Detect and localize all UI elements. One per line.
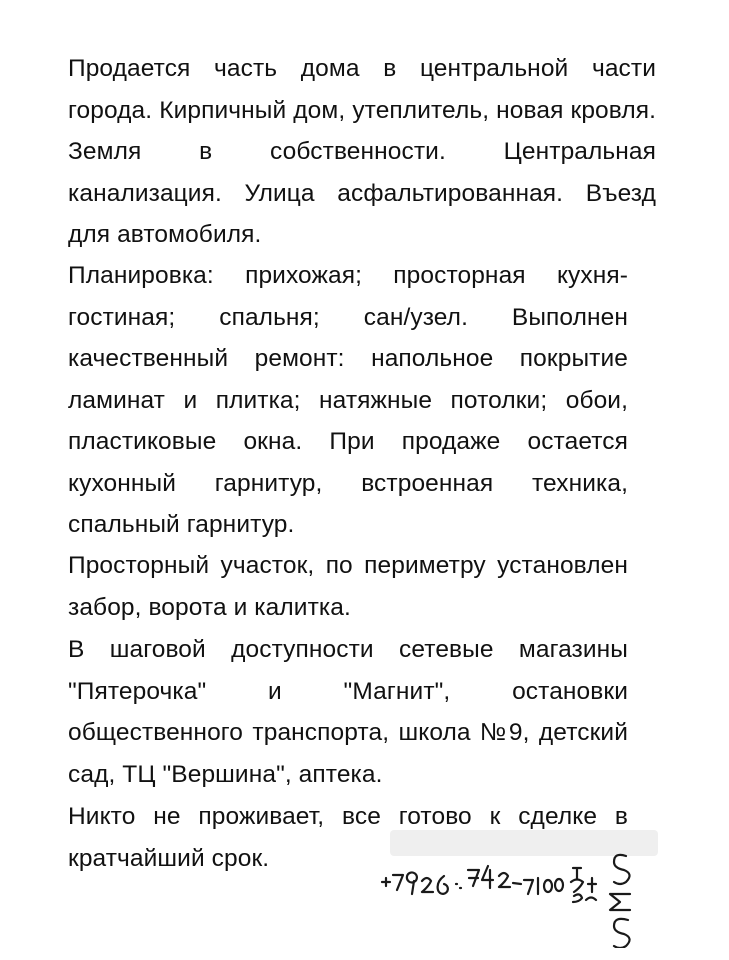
paragraph-nearby-infrastructure: В шаговой доступности сетевые магазины "Пятерочка" и "Магнит", остановки общественного транспорта, школа №9, детский сад, ТЦ "Вершина", аптека.	[68, 636, 628, 788]
paragraph-deal-readiness: Никто не проживает, все готово к сделке в кратчайший срок.	[68, 803, 628, 872]
handwritten-phone-signature	[372, 848, 662, 948]
paragraph-layout-and-renovation: Планировка: прихожая; просторная кухня-гостиная; спальня; сан/узел. Выполнен качественный ремонт: напольное покрытие ламинат и плитка; натяжные потолки; обои, пластиковые окна. При продаже остается кухонный гарнитур, встроенная техника, спальный гарнитур.	[68, 262, 628, 538]
paragraph-land-plot: Просторный участок, по периметру установлен забор, ворота и калитка.	[68, 552, 628, 621]
paragraph-property-description: Продается часть дома в центральной части города. Кирпичный дом, утеплитель, новая кровля. Земля в собственности. Центральная канализация. Улица асфальтированная. Въезд для автомобиля.	[68, 55, 656, 248]
